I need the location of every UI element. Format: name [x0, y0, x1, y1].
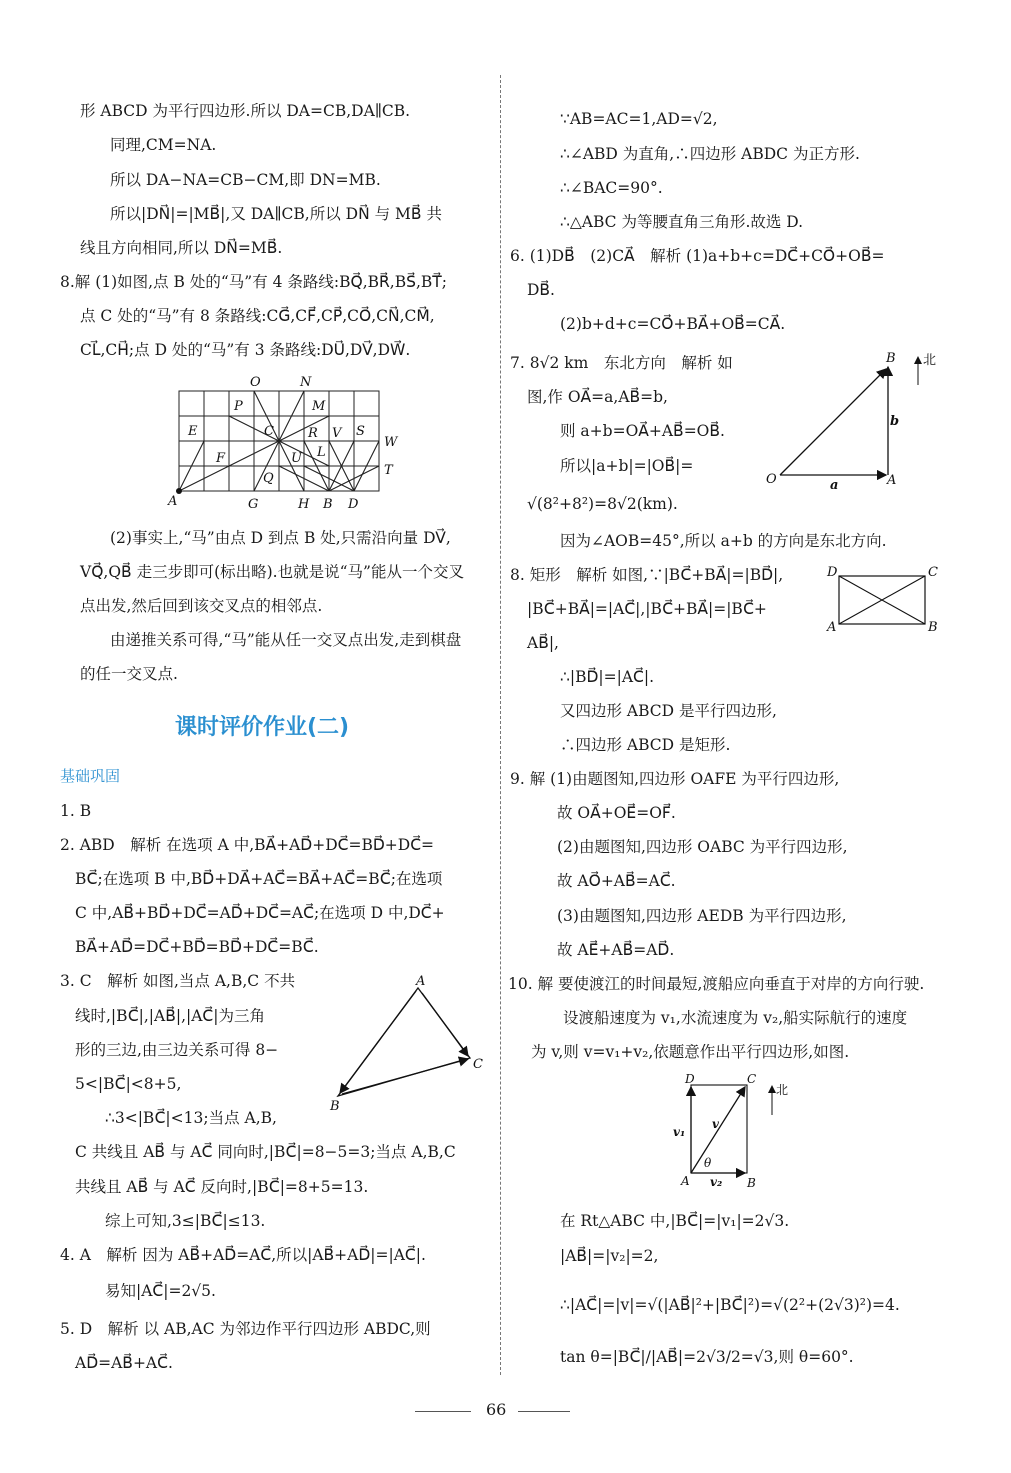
left-text-line: 的任一交叉点.: [80, 665, 178, 683]
right-text-line: ∴|BD⃗|=|AC⃗|.: [560, 668, 655, 686]
fig7-vector-a-label: a: [830, 478, 839, 493]
right-text-line: 所以|a+b|=|OB⃗|=: [560, 457, 694, 475]
fig10-v1-label: v₁: [673, 1125, 686, 1139]
label-a: A: [168, 494, 178, 509]
left-text-line: 形的三边,由三边关系可得 8−: [75, 1041, 279, 1059]
fig10-theta-label: θ: [704, 1156, 712, 1170]
left-text-line: AD⃗=AB⃗+AC⃗.: [75, 1354, 173, 1372]
label-d: D: [348, 497, 359, 512]
left-text-line: 点 C 处的“马”有 8 条路线:CG⃗,CF⃗,CP⃗,CO⃗,CN⃗,CM⃗,: [80, 307, 435, 325]
fig10-v-label: v: [712, 1117, 719, 1131]
right-text-line: 7. 8√2 km 东北方向 解析 如: [510, 354, 733, 372]
right-text-line: |AB⃗|=|v₂|=2,: [560, 1247, 659, 1265]
column-divider: [500, 75, 501, 1375]
left-text-line: 2. ABD 解析 在选项 A 中,BA⃗+AD⃗+DC⃗=BD⃗+DC⃗=: [60, 836, 435, 854]
page-number: 66: [486, 1400, 507, 1419]
subsection-title: 基础巩固: [60, 767, 121, 785]
label-m: M: [312, 399, 326, 414]
left-text-line: 1. B: [60, 802, 92, 820]
left-text-line: 易知|AC⃗|=2√5.: [105, 1282, 216, 1300]
fig7-label-b: B: [886, 351, 896, 366]
right-text-line: 6. (1)DB⃗ (2)CA⃗ 解析 (1)a+b+c=DC⃗+CO⃗+OB⃗=: [510, 247, 885, 265]
right-text-line: 为 v,则 v=v₁+v₂,依题意作出平行四边形,如图.: [531, 1043, 850, 1061]
left-text-line: 4. A 解析 因为 AB⃗+AD⃗=AC⃗,所以|AB⃗+AD⃗|=|AC⃗|.: [60, 1246, 426, 1264]
fig8-label-d: D: [827, 565, 838, 580]
label-e: E: [188, 424, 198, 439]
fig10-north-label: 北: [776, 1083, 789, 1097]
left-text-line: 线且方向相同,所以 DN⃗=MB⃗.: [80, 239, 283, 257]
left-text-line: BA⃗+AD⃗=DC⃗+BD⃗=BD⃗+DC⃗=BC⃗.: [75, 938, 319, 956]
label-r: R: [308, 426, 318, 441]
right-text-line: ∴∠BAC=90°.: [560, 179, 663, 197]
label-o: O: [250, 375, 261, 390]
triangle-abc-figure: [322, 972, 492, 1117]
fig8-label-a: A: [827, 620, 837, 635]
label-w: W: [384, 435, 398, 450]
right-text-line: 图,作 OA⃗=a,AB⃗=b,: [527, 388, 668, 406]
right-text-line: (3)由题图知,四边形 AEDB 为平行四边形,: [557, 907, 847, 925]
right-text-line: (2)由题图知,四边形 OABC 为平行四边形,: [557, 838, 848, 856]
label-h: H: [298, 497, 310, 512]
fig10-label-b: B: [747, 1176, 756, 1190]
fig10-label-a: A: [681, 1174, 690, 1188]
right-text-line: tan θ=|BC⃗|/|AB⃗|=2√3/2=√3,则 θ=60°.: [560, 1348, 854, 1366]
right-text-line: √(8²+8²)=8√2(km).: [527, 495, 678, 513]
left-text-line: 所以|DN⃗|=|MB⃗|,又 DA∥CB,所以 DN⃗ 与 MB⃗ 共: [110, 205, 442, 223]
right-text-line: 则 a+b=OA⃗+AB⃗=OB⃗.: [560, 422, 725, 440]
left-text-line: 形 ABCD 为平行四边形.所以 DA=CB,DA∥CB.: [80, 102, 411, 120]
left-text-line: 所以 DA−NA=CB−CM,即 DN=MB.: [110, 171, 381, 189]
label-u: U: [291, 451, 302, 466]
footer-rule-right: [518, 1411, 570, 1412]
label-v: V: [332, 426, 342, 441]
right-text-line: ∴四边形 ABCD 是矩形.: [560, 736, 731, 754]
left-text-line: BC⃗;在选项 B 中,BD⃗+DA⃗+AC⃗=BA⃗+AC⃗=BC⃗;在选项: [75, 870, 443, 888]
left-text-line: 5<|BC⃗|<8+5,: [75, 1075, 182, 1093]
right-text-line: 故 OA⃗+OE⃗=OF⃗.: [557, 804, 676, 822]
right-text-line: 在 Rt△ABC 中,|BC⃗|=|v₁|=2√3.: [560, 1212, 790, 1230]
left-text-line: (2)事实上,“马”由点 D 到点 B 处,只需沿向量 DV⃗,: [110, 529, 451, 547]
fig3-label-a: A: [416, 974, 426, 989]
left-text-line: 点出发,然后回到该交叉点的相邻点.: [80, 597, 323, 615]
left-text-line: VQ⃗,QB⃗ 走三步即可(标出略).也就是说“马”能从一个交叉: [80, 563, 464, 581]
label-c: C: [264, 424, 274, 439]
right-text-line: 9. 解 (1)由题图知,四边形 OAFE 为平行四边形,: [510, 770, 840, 788]
right-text-line: 8. 矩形 解析 如图,∵|BC⃗+BA⃗|=|BD⃗|,: [510, 566, 784, 584]
right-text-line: 设渡船速度为 v₁,水流速度为 v₂,船实际航行的速度: [563, 1009, 908, 1027]
knight-board-figure: [160, 372, 410, 512]
right-text-line: ∴△ABC 为等腰直角三角形.故选 D.: [560, 213, 804, 231]
right-text-line: ∴|AC⃗|=|v|=√(|AB⃗|²+|BC⃗|²)=√(2²+(2√3)²)=4.: [560, 1296, 900, 1314]
left-text-line: 同理,CM=NA.: [110, 136, 217, 154]
fig8-label-b: B: [928, 620, 938, 635]
right-text-line: DB⃗.: [527, 281, 555, 299]
label-p: P: [234, 399, 243, 414]
vector-triangle-figure: [760, 345, 950, 495]
right-text-line: 故 AE⃗+AB⃗=AD⃗.: [557, 941, 675, 959]
right-text-line: 因为∠AOB=45°,所以 a+b 的方向是东北方向.: [560, 532, 887, 550]
velocity-parallelogram-figure: [672, 1070, 802, 1195]
fig3-label-c: C: [473, 1057, 483, 1072]
right-text-line: ∵AB=AC=1,AD=√2,: [560, 110, 718, 128]
rectangle-figure: [822, 562, 942, 637]
label-b: B: [323, 497, 333, 512]
left-text-line: 综上可知,3≤|BC⃗|≤13.: [105, 1212, 266, 1230]
label-q: Q: [263, 471, 274, 486]
right-text-line: |BC⃗+BA⃗|=|AC⃗|,|BC⃗+BA⃗|=|BC⃗+: [527, 600, 767, 618]
label-t: T: [384, 463, 393, 478]
fig10-label-d: D: [685, 1072, 695, 1086]
right-text-line: AB⃗|,: [527, 634, 559, 652]
fig10-label-c: C: [747, 1072, 757, 1086]
label-l: L: [317, 445, 326, 460]
footer-rule-left: [415, 1411, 471, 1412]
left-text-line: C 共线且 AB⃗ 与 AC⃗ 同向时,|BC⃗|=8−5=3;当点 A,B,C: [75, 1143, 456, 1161]
fig7-label-a: A: [887, 473, 897, 488]
left-text-line: 8.解 (1)如图,点 B 处的“马”有 4 条路线:BQ⃗,BR⃗,BS⃗,BT⃗;: [60, 273, 447, 291]
left-text-line: 3. C 解析 如图,当点 A,B,C 不共: [60, 972, 296, 990]
right-text-line: 10. 解 要使渡江的时间最短,渡船应向垂直于对岸的方向行驶.: [508, 975, 925, 993]
fig7-label-o: O: [766, 472, 777, 487]
left-text-line: 由递推关系可得,“马”能从任一交叉点出发,走到棋盘: [110, 631, 462, 649]
fig8-label-c: C: [928, 565, 938, 580]
right-text-line: ∴∠ABD 为直角,∴四边形 ABDC 为正方形.: [560, 145, 860, 163]
fig3-label-b: B: [330, 1099, 340, 1114]
fig10-v2-label: v₂: [710, 1175, 723, 1189]
left-text-line: ∴3<|BC⃗|<13;当点 A,B,: [105, 1109, 277, 1127]
left-text-line: 线时,|BC⃗|,|AB⃗|,|AC⃗|为三角: [75, 1007, 265, 1025]
label-n: N: [300, 375, 312, 390]
right-text-line: 故 AO⃗+AB⃗=AC⃗.: [557, 872, 676, 890]
label-s: S: [356, 424, 365, 439]
right-text-line: (2)b+d+c=CO⃗+BA⃗+OB⃗=CA⃗.: [560, 315, 786, 333]
fig7-vector-b-label: b: [890, 414, 900, 429]
fig7-north-label: 北: [923, 353, 937, 368]
right-text-line: 又四边形 ABCD 是平行四边形,: [560, 702, 777, 720]
label-g: G: [248, 497, 259, 512]
left-text-line: 5. D 解析 以 AB,AC 为邻边作平行四边形 ABDC,则: [60, 1320, 431, 1338]
left-text-line: 共线且 AB⃗ 与 AC⃗ 反向时,|BC⃗|=8+5=13.: [75, 1178, 369, 1196]
label-f: F: [216, 451, 226, 466]
left-text-line: C 中,AB⃗+BD⃗+DC⃗=AD⃗+DC⃗=AC⃗;在选项 D 中,DC⃗+: [75, 904, 445, 922]
left-text-line: CL⃗,CH⃗;点 D 处的“马”有 3 条路线:DU⃗,DV⃗,DW⃗.: [80, 341, 411, 359]
section-title: 课时评价作业(二): [175, 715, 350, 740]
